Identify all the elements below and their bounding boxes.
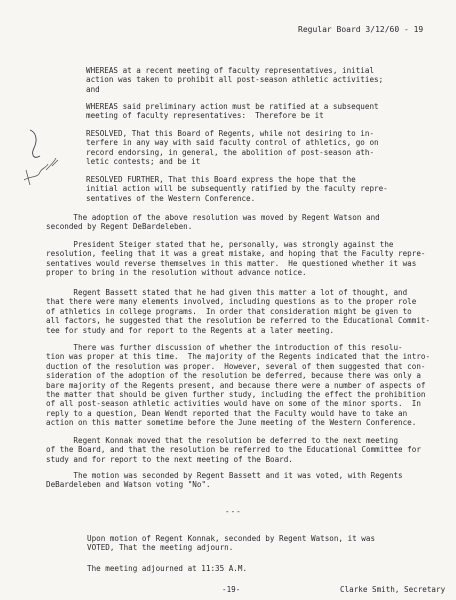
paragraph-adjourn-motion: Upon motion of Regent Konnak, seconded by Regent Watson, it was VOTED, That the meeting adjourn. [87, 534, 376, 553]
whereas-clause-1: WHEREAS at a recent meeting of faculty representatives, initial action was taken to prohibit all post-season athletic activities; and [86, 66, 384, 94]
paragraph-steiger: President Steiger stated that he, personally, was strongly against the resolution, feeling that it was a great mistake, and hoping that the Faculty repre- sentatives would reverse themselves in this matter. He questioned whether it was proper to bring in the resolution without advance notice. [46, 240, 426, 278]
paragraph-konnak-motion: Regent Konnak moved that the resolution be deferred to the next meeting of the Board, and that the resolution be referred to the Educational Committee for study and for report to the next meeting of the Board. [46, 436, 421, 464]
handwritten-margin-mark [0, 0, 70, 220]
paragraph-discussion: There was further discussion of whether the introduction of this resolu- tion was proper at this time. The majority of the Regents indicated that the intro- duction of the resolution was proper. However, several of them suggested that con- sideration of the adoption of the resolution be deferred, because there was only a bare majority of the Regents present, and because there were a number of aspects of the matter that should be given further study, including the effect the prohibition of all post-season athletic activities would have on some of the minor sports. In reply to a question, Dean Wendt reported that the Faculty would have to take an action on this matter sometime before the June meeting of the Western Conference. [46, 343, 431, 428]
page-number: -19- [222, 585, 241, 594]
paragraph-vote: The motion was seconded by Regent Bassett and it was voted, with Regents DeBardeleben and Watson voting "No". [46, 471, 403, 490]
resolved-clause: RESOLVED, That this Board of Regents, while not desiring to in- terfere in any way with said faculty control of athletics, go on record endorsing, in general, the abolition of post-season ath- letic contests; and be it [86, 129, 379, 167]
paragraph-adjourned-time: The meeting adjourned at 11:35 A.M. [87, 564, 248, 573]
paragraph-motion-adoption: The adoption of the above resolution was moved by Regent Watson and seconded by Regent DeBardeleben. [46, 213, 380, 232]
section-separator: --- [225, 507, 242, 516]
page-header: Regular Board 3/12/60 - 19 [298, 25, 424, 34]
secretary-signature: Clarke Smith, Secretary [340, 585, 446, 594]
paragraph-bassett: Regent Bassett stated that he had given this matter a lot of thought, and that there were many elements involved, including questions as to the proper role of athletics in college programs. In order that consideration might be given to all factors, he suggested that the resolution be referred to the Educational Commit- tee for study and for report to the Regents at a later meeting. [46, 288, 431, 335]
resolved-further-clause: RESOLVED FURTHER, That this Board express the hope that the initial action will be subsequently ratified by the faculty repre- sentatives of the Western Conference. [86, 175, 388, 203]
whereas-clause-2: WHEREAS said preliminary action must be ratified at a subsequent meeting of faculty representatives: Therefore be it [86, 102, 379, 121]
